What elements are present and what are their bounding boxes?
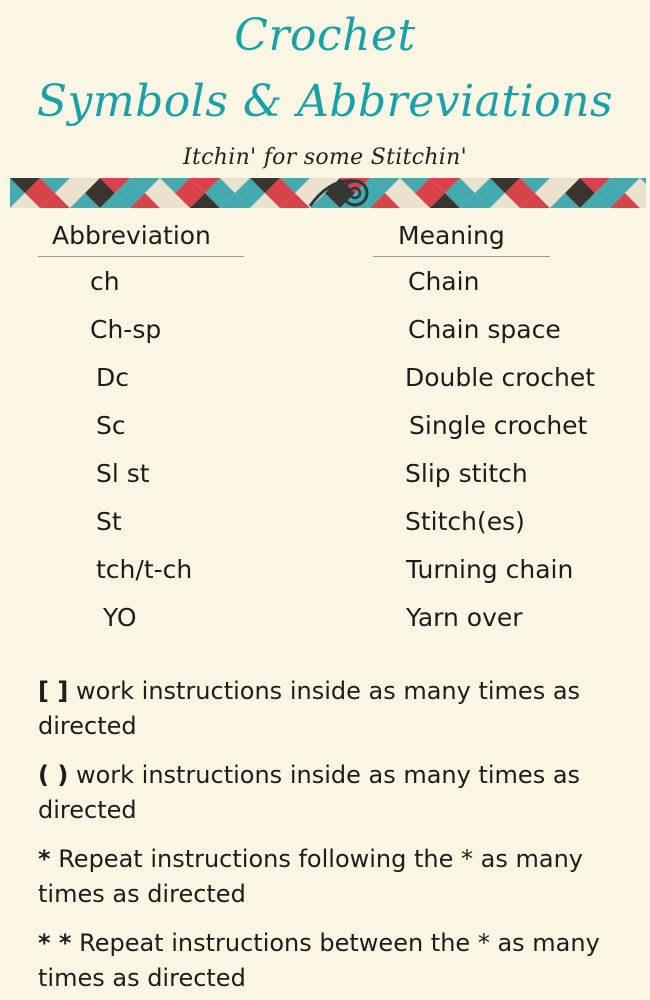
meaning-cell: Single crochet <box>409 411 588 440</box>
note-symbol: * * <box>38 929 72 957</box>
table-row <box>0 552 650 600</box>
table-row <box>0 456 650 504</box>
table-row <box>0 600 650 648</box>
note-symbol: ( ) <box>38 761 69 789</box>
abbreviation-cell: tch/t-ch <box>96 555 193 584</box>
table-row <box>0 408 650 456</box>
meaning-cell: Turning chain <box>406 555 574 584</box>
table-row <box>0 264 650 312</box>
subtitle: Itchin' for some Stitchin' <box>183 145 467 170</box>
meaning-cell: Double crochet <box>405 363 596 392</box>
abbreviation-cell: Ch-sp <box>90 315 162 344</box>
note-parentheses <box>38 758 628 828</box>
note-symbol: * <box>38 845 51 873</box>
abbreviation-cell: Sl st <box>96 459 150 488</box>
note-symbol: [ ] <box>38 677 69 705</box>
column-header-meaning: Meaning <box>398 221 505 250</box>
note-asterisk <box>38 842 628 912</box>
meaning-cell: Chain <box>408 267 480 296</box>
meaning-cell: Yarn over <box>406 603 523 632</box>
abbreviation-cell: ch <box>90 267 120 296</box>
diamond-pattern-icon <box>10 178 646 208</box>
meaning-cell: Slip stitch <box>405 459 528 488</box>
title-line-symbols: Symbols & Abbreviations <box>36 76 614 127</box>
note-text: Repeat instructions following the * as many times as directed <box>38 845 583 908</box>
note-double-asterisk <box>38 926 628 996</box>
meaning-cell: Chain space <box>408 315 561 344</box>
table-row <box>0 504 650 552</box>
header-divider-abbreviation <box>38 256 244 257</box>
note-brackets <box>38 674 628 744</box>
abbreviation-cell: Dc <box>96 363 129 392</box>
argyle-pattern-banner <box>10 178 646 208</box>
note-text: work instructions inside as many times as directed <box>38 677 581 740</box>
note-text: work instructions inside as many times as directed <box>38 761 581 824</box>
column-header-abbreviation: Abbreviation <box>52 221 211 250</box>
header-divider-meaning <box>373 256 550 257</box>
abbreviation-cell: St <box>96 507 122 536</box>
title-line-crochet: Crochet <box>234 10 416 61</box>
note-text: Repeat instructions between the * as many times as directed <box>38 929 600 992</box>
table-row <box>0 360 650 408</box>
table-row <box>0 312 650 360</box>
abbreviation-cell: Sc <box>96 411 126 440</box>
abbreviation-cell: YO <box>103 603 137 632</box>
meaning-cell: Stitch(es) <box>405 507 525 536</box>
